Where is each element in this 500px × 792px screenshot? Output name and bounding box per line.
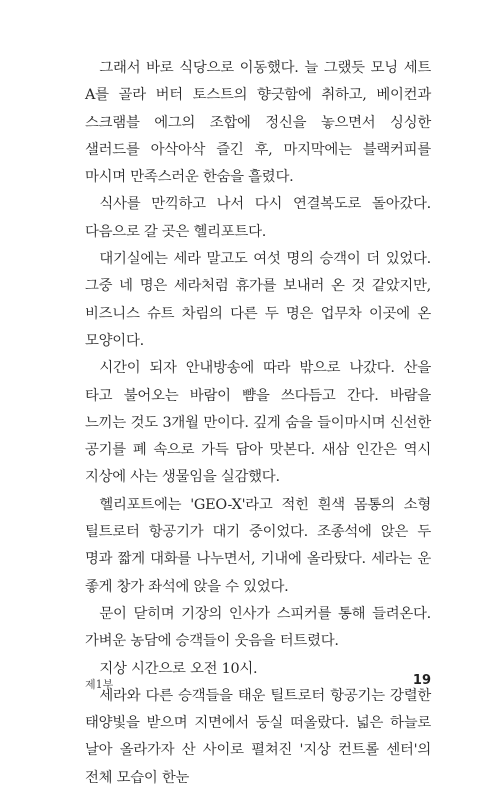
paragraph: 시간이 되자 안내방송에 따라 밖으로 나갔다. 산을 타고 불어오는 바람이 뺨을 쓰다듬고 간다. 바람을 느끼는 것도 3개월 만이다. 깊게 숨을 들이마시며 신선한 공기를 폐 속으로 가득 담아 맛본다. 새삼 인간은 역시 지상에 사는 생물임을 실감했다. [85, 360, 431, 486]
paragraph: 지상 시간으로 오전 10시. [99, 660, 258, 677]
page-number: 19 [412, 673, 431, 688]
paragraph: 세라와 다른 승객들을 태운 틸트로터 항공기는 강렬한 태양빛을 받으며 지면에서 둥실 떠올랐다. 넓은 하늘로 날아 올라가자 산 사이로 펼쳐진 '지상 컨트롤 센터'의 전체 모습이 한눈 [85, 687, 431, 786]
section-label: 제1부 [85, 678, 114, 691]
paragraph: 식사를 만끽하고 나서 다시 연결복도로 돌아갔다. 다음으로 갈 곳은 헬리포트다. [85, 196, 431, 240]
paragraph: 그래서 바로 식당으로 이동했다. 늘 그랬듯 모닝 세트 A를 골라 버터 토스트의 향긋함에 취하고, 베이컨과 스크램블 에그의 조합에 정신을 놓으면서 싱싱한 샐러드를 아삭아삭 즐긴 후, 마지막에는 블랙커피를 마시며 만족스러운 한숨을 흘렸다. [85, 60, 431, 186]
paragraph: 문이 닫히며 기장의 인사가 스피커를 통해 들려온다. 가벼운 농담에 승객들이 웃음을 터트렸다. [85, 605, 431, 650]
paragraph: 헬리포트에는 'GEO-X'라고 적힌 흰색 몸통의 소형 틸트로터 항공기가 대기 중이었다. 조종석에 앉은 두 명과 짧게 대화를 나누면서, 기내에 올라탔다. 세라는 운 좋게 창가 좌석에 앉을 수 있었다. [85, 496, 431, 595]
paragraph: 대기실에는 세라 말고도 여섯 명의 승객이 더 있었다. 그중 네 명은 세라처럼 휴가를 보내러 온 것 같았지만, 비즈니스 슈트 차림의 다른 두 명은 업무차 이곳에 온 모양이다. [85, 251, 431, 349]
body-text [85, 55, 431, 792]
